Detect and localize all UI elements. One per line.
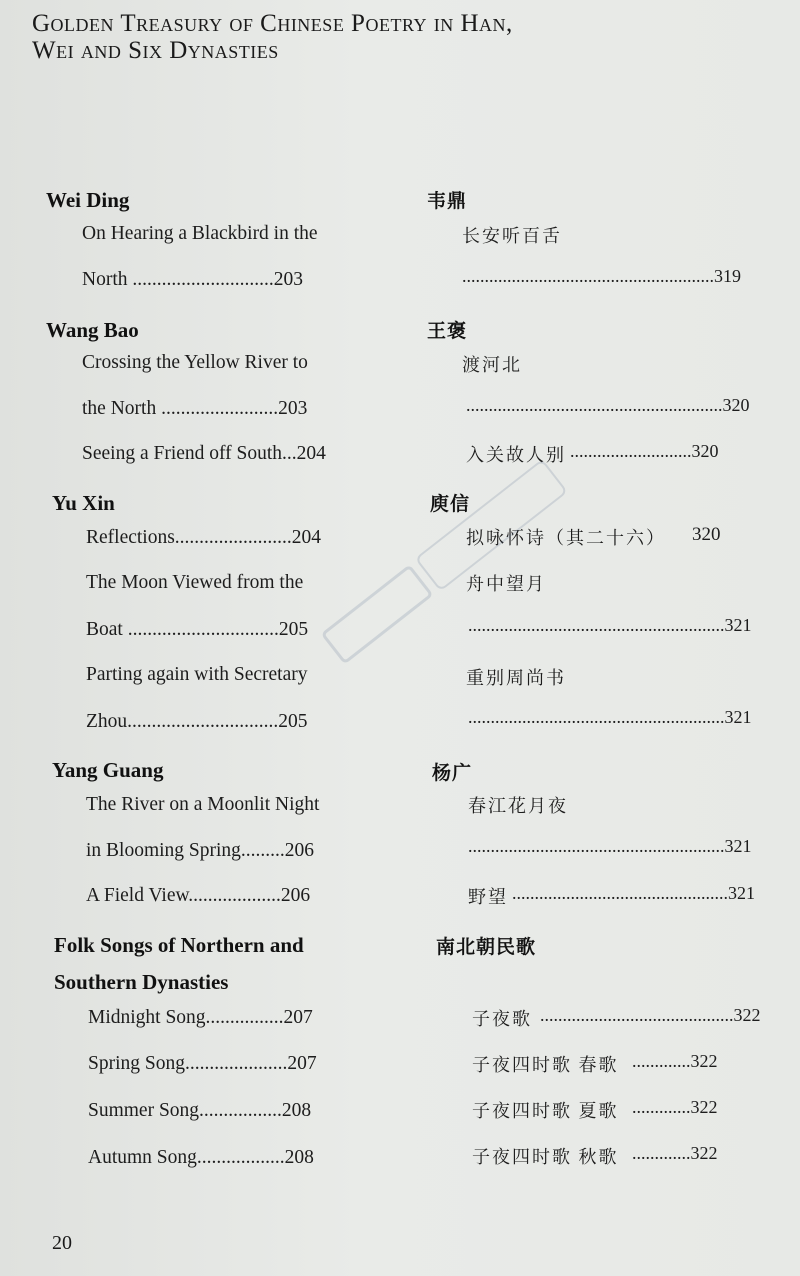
section-title-zh-wei-ding: 韦鼎 — [427, 191, 468, 212]
section-title-wang-bao: Wang Bao — [46, 318, 139, 342]
toc-entry: Reflections........................204 — [86, 527, 322, 548]
toc-page-zh: 320 — [692, 524, 721, 545]
toc-entry: The Moon Viewed from the — [86, 572, 304, 593]
section-title-zh-wang-bao: 王褒 — [427, 321, 468, 342]
toc-leader-zh: .........................................................321 — [468, 836, 752, 856]
section-title-folk-songs: Folk Songs of Northern and — [54, 933, 304, 957]
toc-entry: A Field View...................206 — [86, 885, 311, 906]
toc-entry: in Blooming Spring.........206 — [86, 840, 315, 861]
section-title-folk-songs-line2: Southern Dynasties — [54, 970, 229, 994]
toc-entry-zh: 子夜四时歌 春歌 — [472, 1055, 619, 1075]
toc-entry-zh: 野望 — [468, 887, 508, 907]
toc-entry: North .............................203 — [82, 269, 303, 290]
toc-leader-zh: ................................................321 — [512, 883, 755, 903]
toc-entry-zh: 渡河北 — [462, 355, 522, 375]
header-line-1: Golden Treasury of Chinese Poetry in Han, — [32, 10, 513, 37]
section-title-wei-ding: Wei Ding — [46, 188, 130, 212]
toc-entry-zh: 长安听百舌 — [462, 226, 562, 246]
toc-entry-zh: 子夜四时歌 夏歌 — [472, 1101, 619, 1121]
section-title-yu-xin: Yu Xin — [52, 491, 115, 515]
toc-entry: Seeing a Friend off South...204 — [82, 443, 326, 464]
toc-entry: Spring Song.....................207 — [88, 1053, 317, 1074]
running-header — [32, 10, 632, 64]
toc-leader-zh: .............322 — [632, 1097, 718, 1117]
toc-entry: Parting again with Secretary — [86, 664, 308, 685]
header-line-2: Wei and Six Dynasties — [32, 37, 279, 64]
section-title-yang-guang: Yang Guang — [52, 758, 164, 782]
toc-entry: the North ........................203 — [82, 398, 308, 419]
toc-entry: Autumn Song..................208 — [88, 1147, 314, 1168]
toc-entry: Midnight Song................207 — [88, 1007, 313, 1028]
toc-entry: Zhou...............................205 — [86, 711, 308, 732]
toc-entry: Summer Song.................208 — [88, 1100, 312, 1121]
section-title-zh-folk-songs: 南北朝民歌 — [436, 937, 537, 958]
toc-entry-zh: 重别周尚书 — [466, 668, 566, 688]
toc-entry-zh: 子夜四时歌 秋歌 — [472, 1147, 619, 1167]
toc-leader-zh: .........................................................321 — [468, 707, 752, 727]
toc-leader-zh: ........................................................319 — [462, 266, 741, 286]
toc-entry-zh: 入关故人别 — [466, 445, 566, 465]
toc-leader-zh: .............322 — [632, 1143, 718, 1163]
toc-leader-zh: .............322 — [632, 1051, 718, 1071]
toc-entry-zh: 拟咏怀诗（其二十六） — [466, 528, 666, 548]
toc-leader-zh: ...........................................322 — [540, 1005, 761, 1025]
toc-leader-zh: ...........................320 — [570, 441, 719, 461]
toc-entry-zh: 春江花月夜 — [468, 796, 568, 816]
toc-entry: On Hearing a Blackbird in the — [82, 223, 318, 244]
toc-entry-zh: 子夜歌 — [472, 1009, 532, 1029]
toc-entry: Boat ...............................205 — [86, 619, 309, 640]
section-title-zh-yang-guang: 杨广 — [432, 763, 473, 784]
toc-entry: Crossing the Yellow River to — [82, 352, 308, 373]
toc-leader-zh: .........................................................320 — [466, 395, 750, 415]
section-title-zh-yu-xin: 庾信 — [430, 494, 471, 515]
toc-entry-zh: 舟中望月 — [466, 574, 546, 594]
page-number: 20 — [52, 1232, 72, 1254]
toc-leader-zh: .........................................................321 — [468, 615, 752, 635]
toc-entry: The River on a Moonlit Night — [86, 794, 320, 815]
